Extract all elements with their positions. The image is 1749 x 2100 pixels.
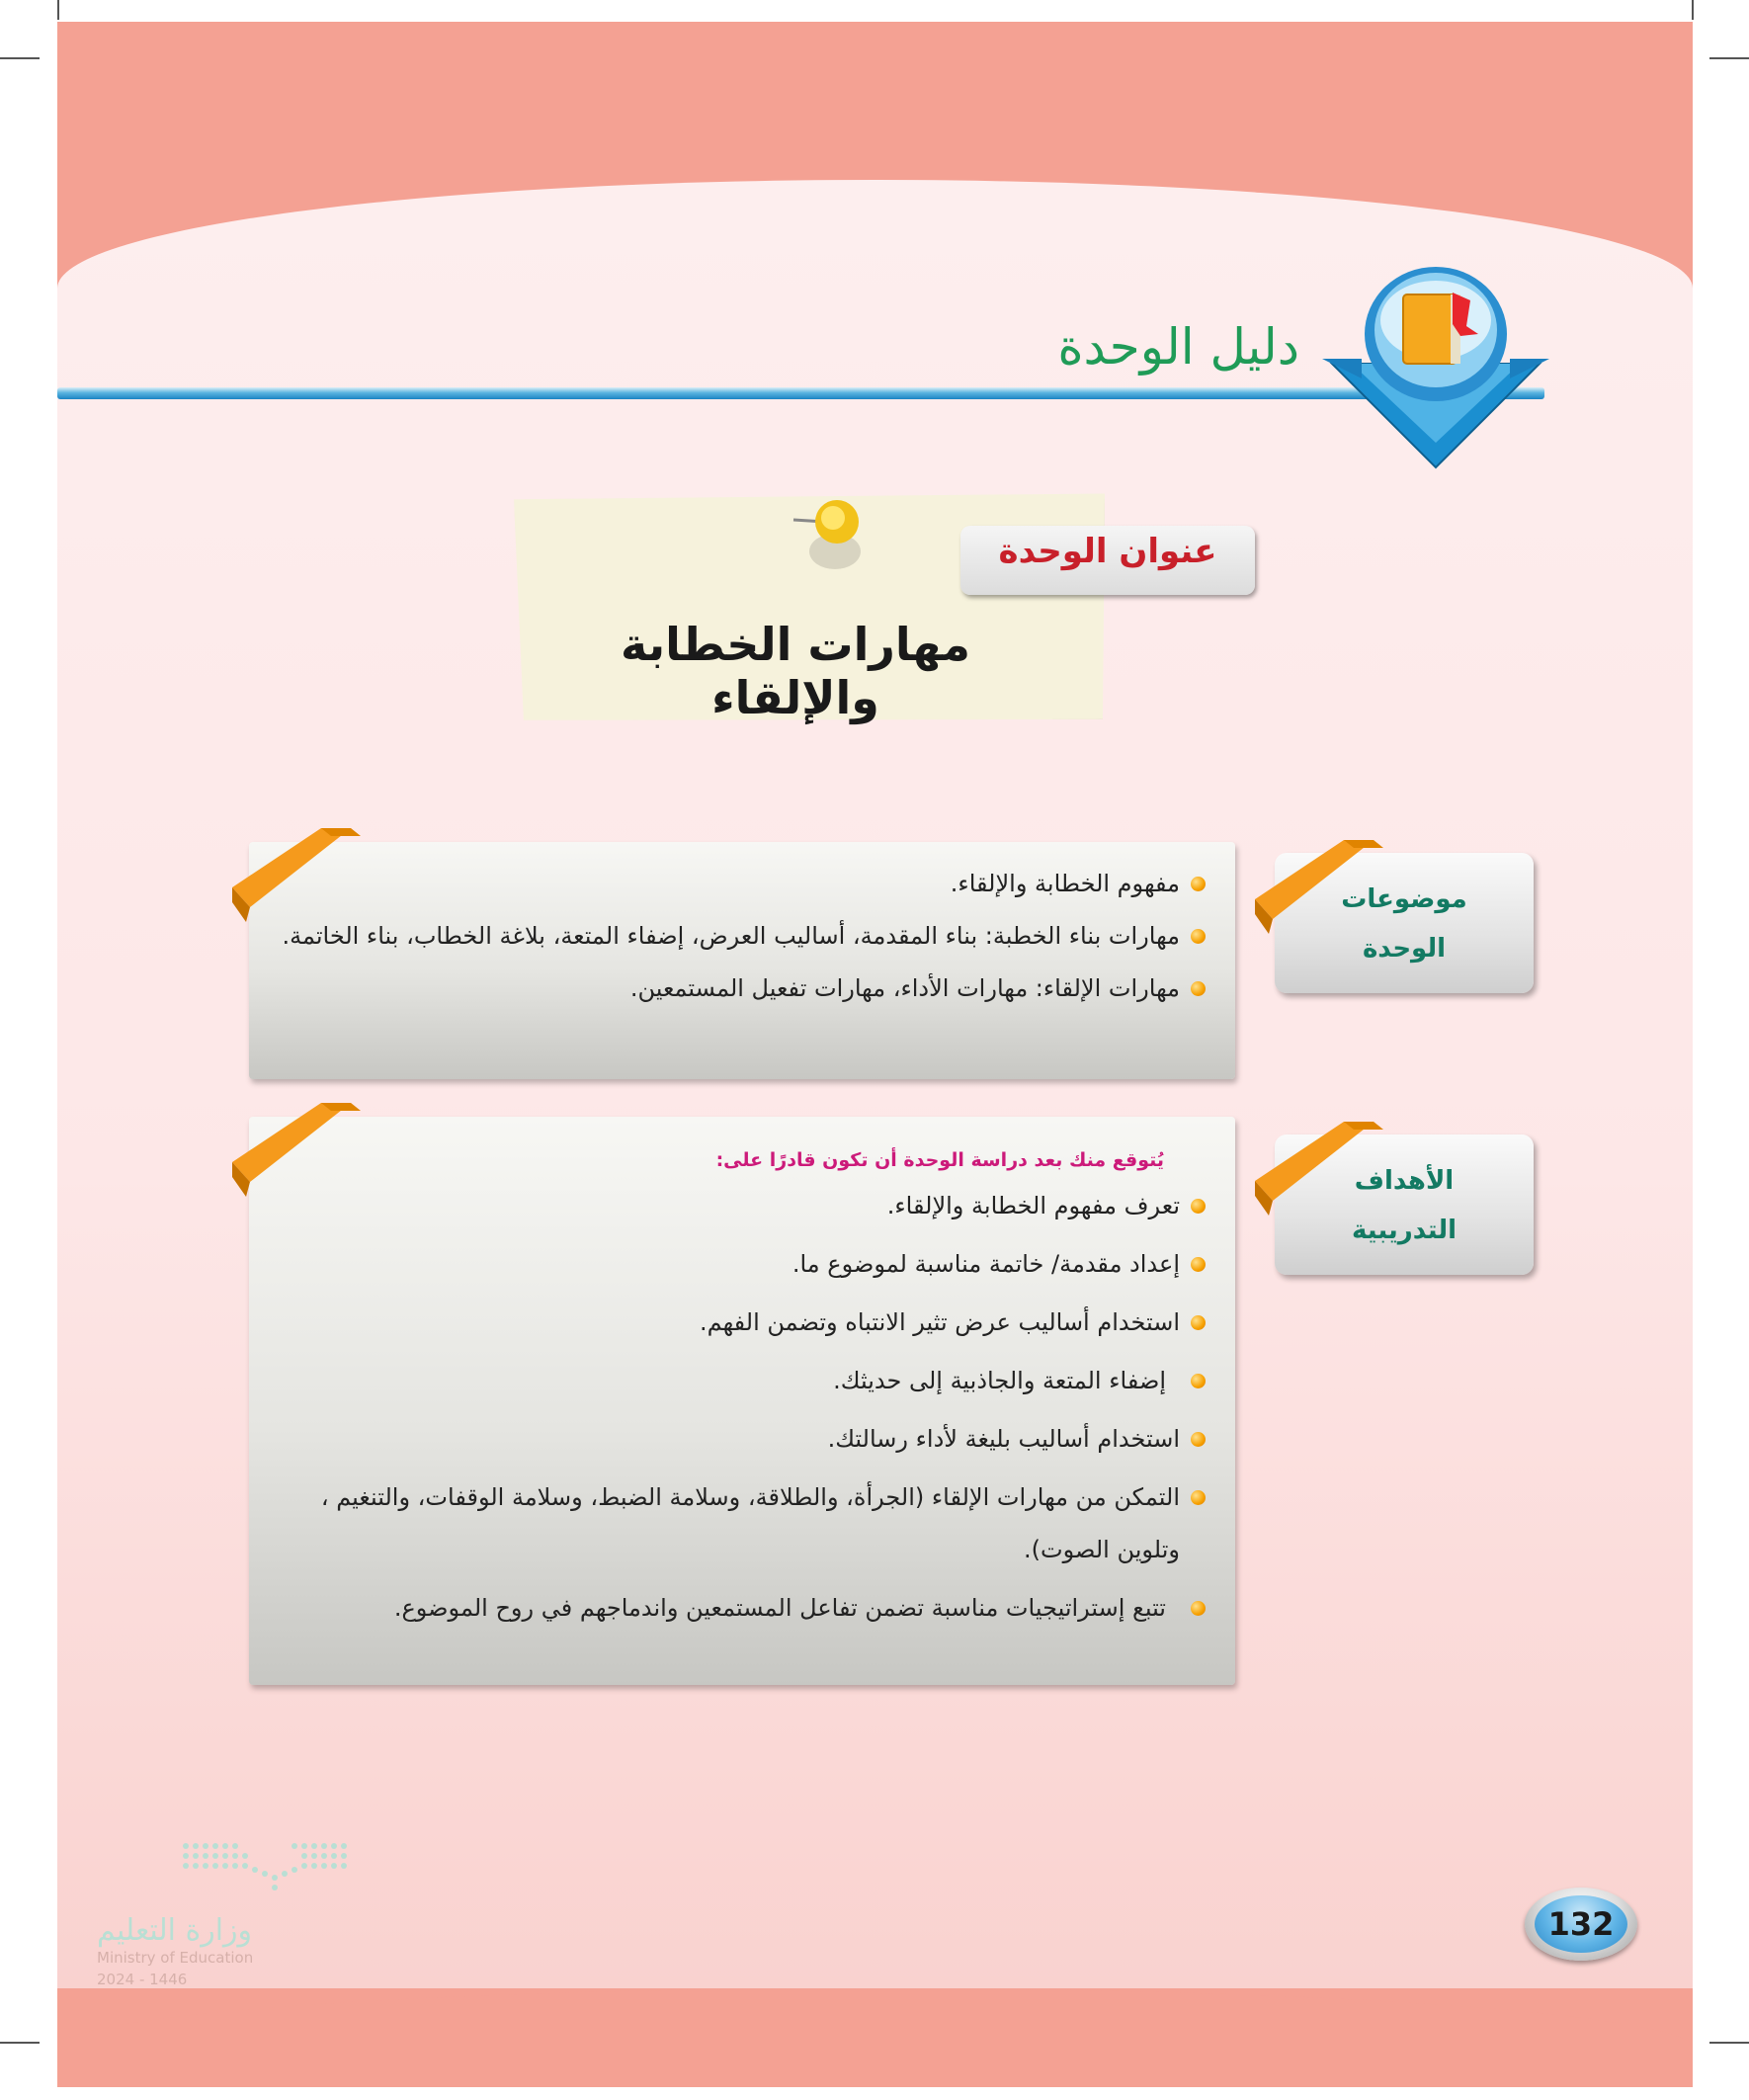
page-bottom-band <box>57 1988 1693 2087</box>
page-number: 132 <box>1535 1895 1627 1953</box>
bullet-dot-icon <box>1191 1257 1206 1272</box>
objectives-list <box>279 1140 1206 1635</box>
objectives-label-line1: الأهداف <box>1354 1166 1455 1196</box>
crop-mark <box>1709 57 1749 59</box>
topics-list <box>279 858 1206 1015</box>
list-item: استخدام أساليب بليغة لأداء رسالتك. <box>279 1413 1206 1466</box>
crop-mark <box>0 2042 40 2044</box>
bullet-dot-icon <box>1191 1490 1206 1505</box>
bullet-dot-icon <box>1191 929 1206 944</box>
topics-content-box <box>249 842 1235 1079</box>
list-item: تعرف مفهوم الخطابة والإلقاء. <box>279 1180 1206 1232</box>
book-emblem-icon <box>1322 265 1549 472</box>
header-title: دليل الوحدة <box>1057 318 1299 376</box>
list-item: استخدام أساليب عرض تثير الانتباه وتضمن الفهم. <box>279 1297 1206 1349</box>
unit-title: مهارات الخطابة والإلقاء <box>620 618 971 724</box>
topics-label-ribbon-icon <box>1255 840 1383 949</box>
list-item: تتبع إستراتيجيات مناسبة تضمن تفاعل المستمعين واندماجهم في روح الموضوع. <box>279 1582 1206 1635</box>
objectives-content-box <box>249 1117 1235 1685</box>
list-item: التمكن من مهارات الإلقاء (الجرأة، والطلاقة، وسلامة الضبط، وسلامة الوقفات، والتنغيم ، وتلوين الصوت). <box>279 1471 1206 1576</box>
objectives-label-line2: التدريبية <box>1351 1216 1458 1245</box>
bullet-dot-icon <box>1191 1315 1206 1330</box>
topics-ribbon-icon <box>232 828 361 937</box>
crop-mark <box>1709 2042 1749 2044</box>
bullet-dot-icon <box>1191 1199 1206 1214</box>
list-item: مهارات الإلقاء: مهارات الأداء، مهارات تفعيل المستمعين. <box>279 963 1206 1015</box>
crop-mark <box>0 57 40 59</box>
ministry-logo-icon <box>180 1840 358 1894</box>
objectives-label-ribbon-icon <box>1255 1122 1383 1230</box>
topics-label-line2: الوحدة <box>1362 934 1447 964</box>
list-item: إعداد مقدمة/ خاتمة مناسبة لموضوع ما. <box>279 1238 1206 1291</box>
list-item: مفهوم الخطابة والإلقاء. <box>279 858 1206 910</box>
ministry-name-arabic: وزارة التعليم <box>97 1913 253 1948</box>
objectives-intro: يُتوقع منك بعد دراسة الوحدة أن تكون قادرًا على: <box>715 1149 1164 1171</box>
bullet-dot-icon <box>1191 1601 1206 1616</box>
crop-mark <box>1692 0 1694 20</box>
bullet-dot-icon <box>1191 981 1206 996</box>
bullet-dot-icon <box>1191 1374 1206 1388</box>
bullet-dot-icon <box>1191 877 1206 891</box>
bullet-dot-icon <box>1191 1432 1206 1447</box>
unit-label: عنوان الوحدة <box>998 532 1217 571</box>
objectives-ribbon-icon <box>232 1103 361 1212</box>
crop-mark <box>57 0 59 20</box>
list-item: إضفاء المتعة والجاذبية إلى حديثك. <box>279 1355 1206 1407</box>
topics-label-line1: موضوعات <box>1341 884 1467 914</box>
ministry-name-english: Ministry of Education <box>97 1949 254 1967</box>
edition-year: 2024 - 1446 <box>97 1971 188 1988</box>
pushpin-icon <box>786 492 884 591</box>
list-item: مهارات بناء الخطبة: بناء المقدمة، أساليب العرض، إضفاء المتعة، بلاغة الخطاب، بناء الخاتمة. <box>279 910 1206 963</box>
